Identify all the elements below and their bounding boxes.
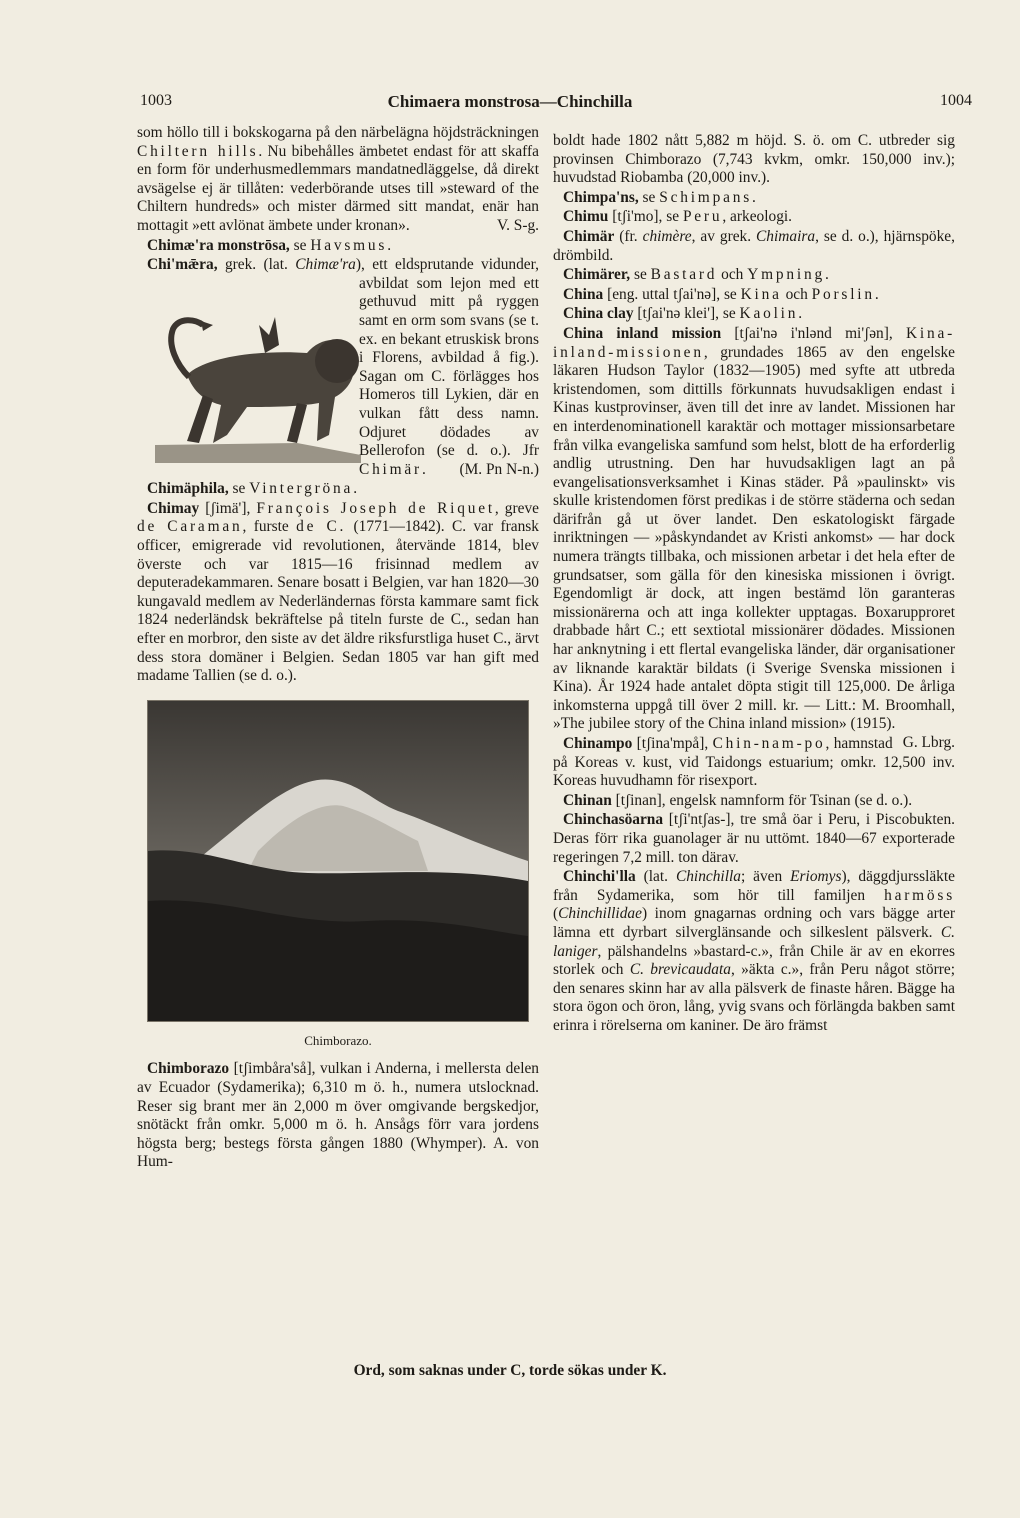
headword: Chinchasöarna bbox=[563, 811, 664, 829]
headword: Chimäphila, bbox=[147, 480, 229, 498]
headword: Chimæ'ra monstrōsa, bbox=[147, 236, 290, 254]
entry-chimar: Chimär (fr. chimère, av grek. Chimaira, se d. o.), hjärnspöke, drömbild. bbox=[553, 227, 955, 264]
entry-chimborazo-continuation: boldt hade 1802 nått 5,882 m höjd. S. ö. om C. utbreder sig provinsen Chimborazo (7,743 kvkm, omkr. 150,000 inv.); huvudstad Riobamba (20,000 inv.). bbox=[553, 132, 955, 187]
entry-china-clay: China clay [tʃai'nə klei'], se Kaolin. bbox=[563, 305, 803, 323]
page-number-right: 1004 bbox=[940, 92, 972, 109]
headword: Chimärer, bbox=[563, 266, 631, 284]
left-column bbox=[137, 124, 539, 1173]
entry-chimaphila: Chimäphila, se Vintergröna. bbox=[147, 480, 358, 498]
signature: G. Lbrg. bbox=[902, 734, 955, 751]
headword: China clay bbox=[563, 305, 634, 323]
headword: Chimborazo bbox=[147, 1060, 230, 1078]
footer-note: Ord, som saknas under C, torde sökas under K. bbox=[353, 1362, 667, 1379]
headword: Chimär bbox=[563, 227, 615, 245]
entry-chimaera: Chi'mǣra, grek. (lat. Chimæ'ra ), ett eldsprutande vidunder, avbildat som lejon med ett gethuvud mitt på ryggen samt en orm som svans (se t. ex. en bekant etruskisk brons i Florens, avbildad å fig.). Sagan om C. förlägges hos Homeros till Lykien, där en vulkan fått dess namn. Odjuret dödades av Bellerofon (se d. o.). Jfr Chimär. (M. Pn N-n.) bbox=[137, 256, 539, 479]
signature: V. S-g. bbox=[496, 216, 539, 234]
headword: Chinampo bbox=[563, 735, 633, 752]
headword: Chimpa'ns, bbox=[563, 188, 639, 206]
headword: Chimu bbox=[563, 208, 609, 226]
entry-chiltern-continuation: som höllo till i bokskogarna på den närbelägna höjdsträckningen Chiltern hills. Nu bibehålles ämbetet endast för att skaffa en form för underhusmedlemmars mandatnedläggelse, då direkt avsägelse ej är tillåten: vederbörande utses till »steward of the Chiltern hundreds» och mister därmed sitt mandat, enär han mottagit »ett avlönat ämbete under kronan». V. S-g. bbox=[137, 124, 539, 234]
entry-chimborazo: Chimborazo [tʃimbåra'så], vulkan i Anderna, i mellersta delen av Ecuador (Sydamerika); 6,310 m ö. h., numera utslocknad. Reser sig brant mer än 2,000 m över omgivande bergskedjor, snötäckt från omkr. 5,000 m ö. h. Ansågs förr vara jordens högsta berg; bestegs första gången 1880 (Whymper). A. von Hum- bbox=[137, 1060, 539, 1171]
page-number-left: 1003 bbox=[140, 92, 172, 109]
photo-caption: Chimborazo. bbox=[304, 1032, 372, 1048]
entry-chimaera-monstrosa: Chimæ'ra monstrōsa, se Havsmus. bbox=[147, 236, 392, 254]
signature: (M. Pn N-n.) bbox=[459, 460, 539, 478]
headword: China bbox=[563, 285, 604, 303]
headword: Chinchi'lla bbox=[563, 868, 636, 886]
chimaera-bronze-figure bbox=[137, 295, 355, 465]
entry-china: China [eng. uttal tʃai'nə], se Kina och Porslin. bbox=[563, 285, 879, 303]
headword: Chinan bbox=[563, 791, 612, 809]
entry-chimay: Chimay [ʃimä'], François Joseph de Riquet, greve de Caraman, furste de C. (1771—1842). C. var fransk officer, emigrerade vid revolutionen, återvände 1814, blev överste och var 1815—16 frisinnad medlem av deputeradekammaren. Senare bosatt i Belgien, var han 1820—30 kungavald medlem av Nederländernas första kammare samt fick 1824 nederländsk bekräftelse på titeln furste de C., sedan han efter en morbror, den siste av det äldre riksfurstliga huset C., ärvt dess stora domäner i Belgien. Sedan 1805 var han gift med madame Tallien (se d. o.). bbox=[137, 499, 539, 685]
entry-chimu: Chimu [tʃi'mo], se Peru, arkeologi. bbox=[563, 208, 793, 226]
entry-chinampo: Chinampo [tʃina'mpå], Chin-nam-po, hamnstad på Koreas v. kust, vid Taidongs estuarium; omkr. 12,500 inv. Koreas huvudhamn för risexport. bbox=[553, 735, 955, 790]
entry-china-inland-mission: China inland mission [tʃai'nə i'nlənd mi'ʃən], Kina-inland-missionen, grundades 1865 av den engelske läkaren Hudson Taylor (1832—1905) med syfte att utbreda kristendomen, som dittills förkunnats huvudsakligen endast i Kinas kustprovinser, även till det inre av landet. Missionen har en interdenominationell karaktär och mottager missionsarbetare från vilka evangeliska samfund som helst, blott de ha erforderlig andlig utrustning. Den har huvudsakligen lagt an på evangelisationsverksamhet i Kinas städer. På »paulinskt» vis skulle kristendomen först predikas i de större städerna och sedan därifrån gå ut över landet. Den eskatologiskt färgade inriktningen — »påskyndandet av Kristi ankomst» — har dock numera trängts tillbaka, och missionen arbetar i det hela efter de grundsatser, som gälla för den kinesiska missionen i övrigt. Egendomligt är dock, att ingen bestämd lön garanteras missionärerna och att inga kollekter upptagas. Boxarupproret drabbade hårt C.; ett sextiotal missionärer dödades. Missionen har anknytning i ett flertal evangeliska länder, där organisationer av liknande karaktär bildats (i Sverige Svenska missionen i Kina). År 1924 hade antalet döpta stigit till 125,000. De årliga inkomsterna uppgå till över 2 mill. kr. — Litt.: M. Broomhall, »The jubilee story of the China inland mission» (1915). G. Lbrg. bbox=[553, 324, 955, 751]
entry-chinchilla: Chinchi'lla (lat. Chinchilla; även Eriomys), däggdjurssläkte från Sydamerika, som hör till familjen harmöss (Chinchillidae) inom gnagarnas ordning och vars bägge arter lämna ett dyrbart silverglänsande och silkeslent pälsverk. C. laniger, pälshandelns »bastard-c.», från Chile är av en ekorres storlek och C. brevicaudata, »äkta c.», från Peru något större; den senares skinn har av alla pälsverk de finaste håren. Bägge ha stora ögon och öron, lång, yvig svans och förlängda bakben samt erinra i rörelserna om kaniner. De äro främst bbox=[553, 868, 955, 1034]
running-head: Chimaera monstrosa—Chinchilla bbox=[387, 92, 633, 111]
entry-chimpans: Chimpa'ns, se Schimpans. bbox=[563, 188, 756, 206]
headword: Chimay bbox=[147, 499, 200, 517]
entry-chimarer: Chimärer, se Bastard och Ympning. bbox=[563, 266, 829, 284]
headword: China inland mission bbox=[563, 324, 722, 342]
entry-chinchasoarna: Chinchasöarna [tʃi'ntʃas-], tre små öar i Peru, i Piscobukten. Deras förr rika guanolager är nu uttömt. 1840—67 exporterade regeringen 7,2 mill. ton därav. bbox=[553, 811, 955, 866]
entry-chinan: Chinan [tʃinan], engelsk namnform för Tsinan (se d. o.). bbox=[563, 791, 913, 809]
right-column bbox=[553, 132, 955, 1037]
chimborazo-photo bbox=[147, 700, 529, 1022]
headword: Chi'mǣra, bbox=[147, 256, 218, 274]
